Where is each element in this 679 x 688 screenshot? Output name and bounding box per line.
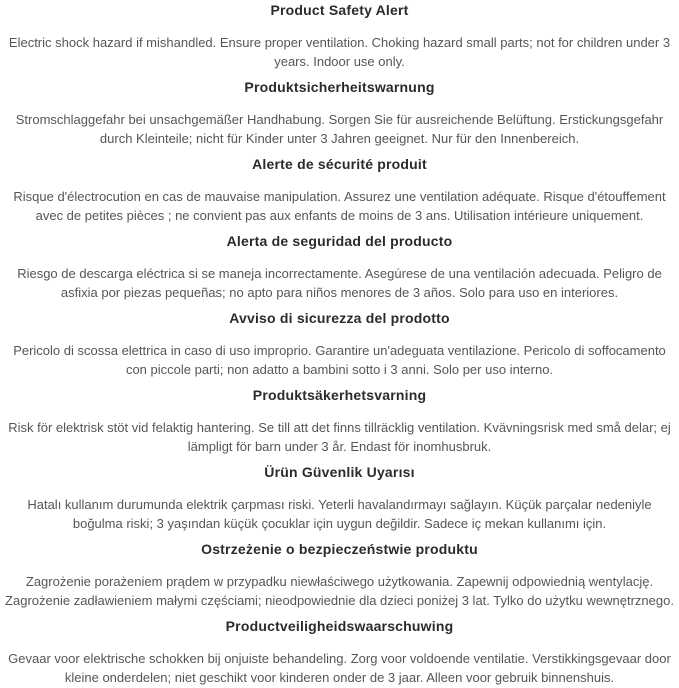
safety-body-polish: Zagrożenie porażeniem prądem w przypadku niewłaściwego użytkowania. Zapewnij odpowiednią wentylację. Zagrożenie zadławieniem małymi częściami; nieodpowiednie dla dzieci poniżej 3 lat. Tylko do użytku wewnętrznego. (5, 574, 674, 608)
safety-section-swedish (4, 387, 675, 456)
safety-heading-swedish: Produktsäkerhetsvarning (252, 387, 427, 403)
safety-section-french (4, 156, 675, 225)
safety-heading-spanish: Alerta de seguridad del producto (226, 233, 453, 249)
safety-heading-italian: Avviso di sicurezza del prodotto (229, 310, 450, 326)
safety-heading-english: Product Safety Alert (270, 2, 409, 18)
safety-body-swedish: Risk för elektrisk stöt vid felaktig hantering. Se till att det finns tillräcklig ventilation. Kvävningsrisk med små delar; ej lämpligt för barn under 3 år. Endast för inomhusbruk. (8, 420, 671, 454)
safety-heading-turkish: Ürün Güvenlik Uyarısı (264, 464, 415, 480)
safety-heading-polish: Ostrzeżenie o bezpieczeństwie produktu (201, 541, 478, 557)
safety-section-english (4, 2, 675, 71)
safety-section-spanish (4, 233, 675, 302)
safety-section-turkish (4, 464, 675, 533)
safety-section-italian (4, 310, 675, 379)
safety-heading-dutch: Productveiligheidswaarschuwing (225, 618, 454, 634)
safety-body-english: Electric shock hazard if mishandled. Ensure proper ventilation. Choking hazard small parts; not for children under 3 years. Indoor use only. (8, 35, 671, 69)
safety-section-german (4, 79, 675, 148)
safety-body-turkish: Hatalı kullanım durumunda elektrik çarpması riski. Yeterli havalandırmayı sağlayın. Küçük parçalar nedeniyle boğulma riski; 3 yaşından küçük çocuklar için uygun değildir. Sadece iç mekan kullanımı için. (27, 497, 652, 531)
safety-section-dutch (4, 618, 675, 687)
safety-body-german: Stromschlaggefahr bei unsachgemäßer Handhabung. Sorgen Sie für ausreichende Belüftung. Erstickungsgefahr durch Kleinteile; nicht für Kinder unter 3 Jahren geeignet. Nur für den Innenbereich. (15, 112, 664, 146)
safety-heading-german: Produktsicherheitswarnung (244, 79, 435, 95)
safety-heading-french: Alerte de sécurité produit (252, 156, 427, 172)
safety-body-dutch: Gevaar voor elektrische schokken bij onjuiste behandeling. Zorg voor voldoende ventilatie. Verstikkingsgevaar door kleine onderdelen; niet geschikt voor kinderen onder de 3 jaar. Alleen voor gebruik binnenshuis. (8, 651, 671, 685)
safety-body-french: Risque d'électrocution en cas de mauvaise manipulation. Assurez une ventilation adéquate. Risque d'étouffement avec de petites pièces ; ne convient pas aux enfants de moins de 3 ans. Utilisation intérieure uniquement. (13, 189, 666, 223)
safety-section-polish (4, 541, 675, 610)
safety-body-italian: Pericolo di scossa elettrica in caso di uso improprio. Garantire un'adeguata ventilazione. Pericolo di soffocamento con piccole parti; non adatto a bambini sotto i 3 anni. Solo per uso interno. (13, 343, 666, 377)
safety-body-spanish: Riesgo de descarga eléctrica si se maneja incorrectamente. Asegúrese de una ventilación adecuada. Peligro de asfixia por piezas pequeñas; no apto para niños menores de 3 años. Solo para uso en interiores. (17, 266, 662, 300)
